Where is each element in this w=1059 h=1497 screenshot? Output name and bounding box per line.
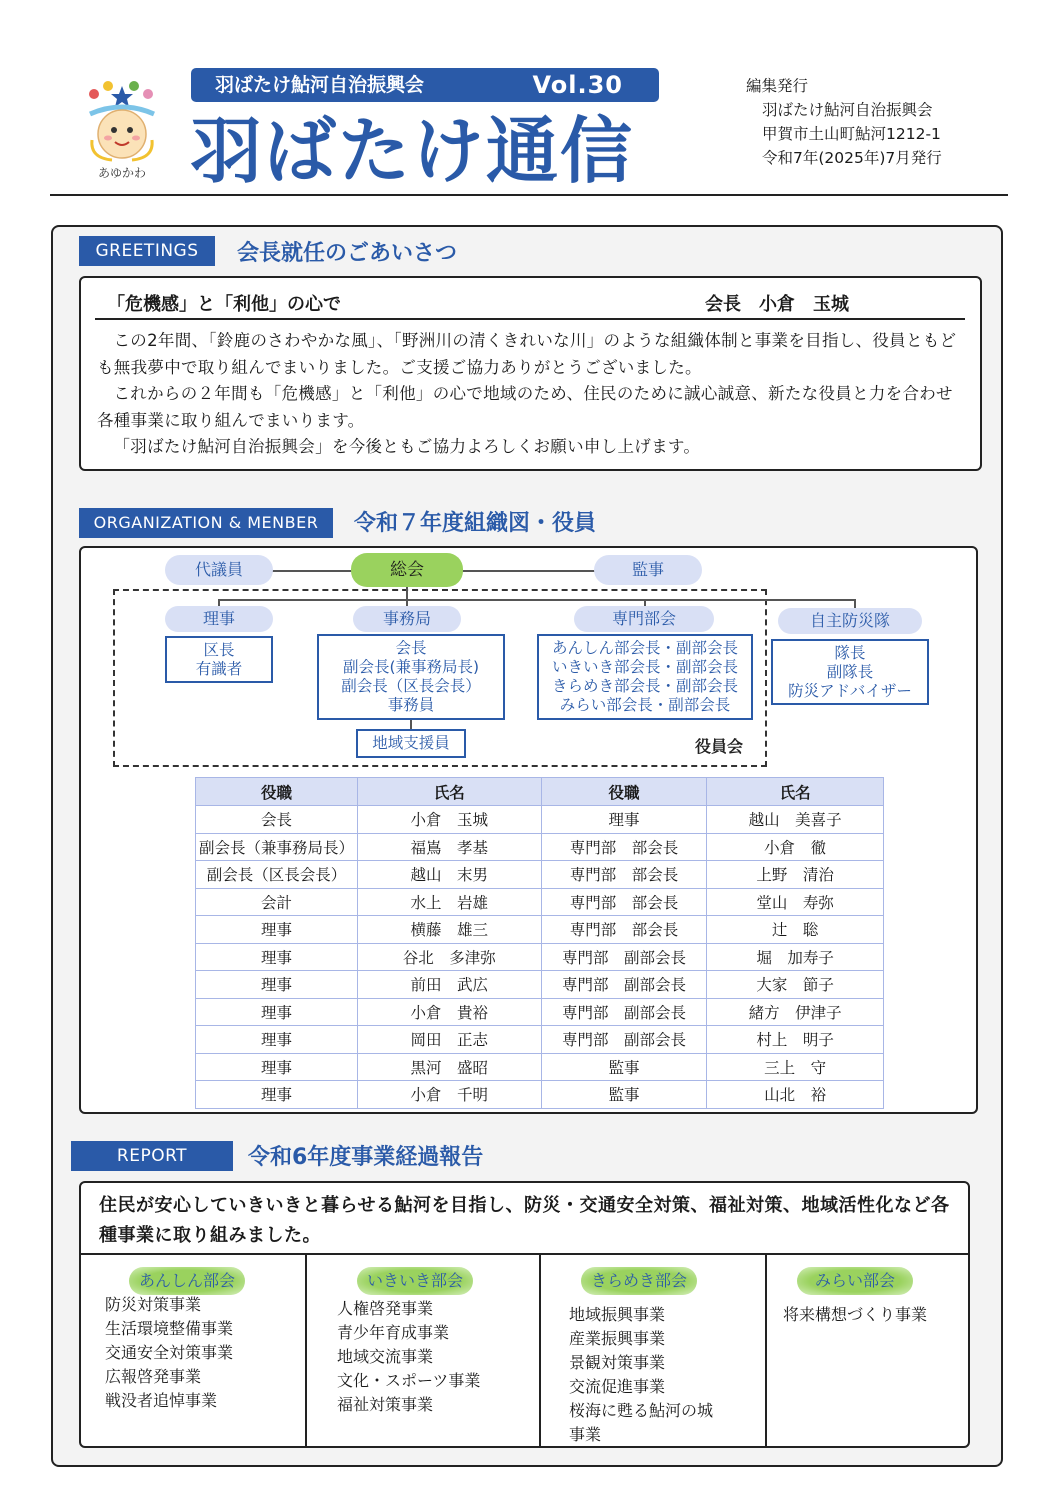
list-item: 人権啓発事業: [337, 1299, 434, 1318]
organization-title: 令和７年度組織図・役員: [354, 511, 597, 536]
name-cell: 山北 裕: [707, 1081, 884, 1109]
dept-column-mirai: [767, 1255, 970, 1448]
organization-box: [79, 546, 978, 1114]
name-cell: 上野 清治: [707, 861, 884, 889]
greetings-title: 会長就任のごあいさつ: [237, 241, 458, 266]
column-header: 氏名: [707, 778, 884, 806]
meeting-drop-line: [406, 587, 408, 599]
role-cell: 理事: [196, 1026, 358, 1054]
name-cell: 水上 岩雄: [357, 888, 541, 916]
disaster-members-box: [771, 639, 929, 705]
role-cell: 副会長（兼事務局長）: [196, 833, 358, 861]
role-cell: 理事: [196, 971, 358, 999]
secretariat-node: 事務局: [353, 606, 461, 632]
name-cell: 岡田 正志: [357, 1026, 541, 1054]
dept-committee-node: 専門部会: [574, 606, 714, 632]
name-cell: 小倉 玉城: [357, 806, 541, 834]
list-item: 戦没者追悼事業: [105, 1391, 218, 1410]
dept-items: [337, 1297, 480, 1417]
list-item: 福祉対策事業: [337, 1395, 434, 1414]
auditor-node: 監事: [594, 555, 702, 585]
name-cell: 小倉 千明: [357, 1081, 541, 1109]
dept-members-box: [537, 634, 753, 720]
greetings-body: [97, 328, 969, 461]
greetings-box: [79, 276, 982, 471]
directors-node: 理事: [165, 606, 273, 632]
member-role: 区長: [203, 641, 235, 659]
name-cell: 黒河 盛昭: [357, 1053, 541, 1081]
table-row: [196, 1026, 884, 1054]
secretariat-members-box: [317, 634, 505, 720]
organization-tag: ORGANIZATION & MENBER: [79, 508, 333, 538]
name-cell: 小倉 徹: [707, 833, 884, 861]
name-cell: 大家 節子: [707, 971, 884, 999]
role-cell: 専門部 副部会長: [541, 998, 707, 1026]
greetings-paragraph: この2年間、「鈴鹿のさわやかな風」、「野洲川の清くきれいな川」のような組織体制と事業を目指し、役員ともども無我夢中で取り組んでまいりました。ご支援ご協力ありがとうございました。: [97, 331, 957, 377]
table-row: [196, 1053, 884, 1081]
member-role: 隊長: [834, 644, 866, 662]
role-cell: 理事: [196, 1081, 358, 1109]
role-cell: 理事: [541, 806, 707, 834]
column-header: 役職: [196, 778, 358, 806]
dept-items: [783, 1303, 927, 1327]
report-box: [79, 1181, 970, 1448]
role-cell: 副会長（区長会長）: [196, 861, 358, 889]
greetings-headline: 「危機感」と「利他」の心で: [107, 294, 341, 315]
name-cell: 緒方 伊津子: [707, 998, 884, 1026]
list-item: 青少年育成事業: [337, 1323, 450, 1342]
name-cell: 堂山 寿弥: [707, 888, 884, 916]
list-item: 桜海に甦る鮎河の城: [569, 1401, 714, 1420]
delegates-node: 代議員: [165, 555, 273, 585]
member-role: 副隊長: [826, 663, 874, 681]
member-role: あんしん部会長・副部会長: [551, 639, 738, 657]
list-item: 産業振興事業: [569, 1329, 666, 1348]
table-row: [196, 916, 884, 944]
list-item: 交通安全対策事業: [105, 1343, 234, 1362]
member-role: 事務員: [387, 696, 435, 714]
table-header-row: [196, 778, 884, 806]
dept-name: あんしん部会: [129, 1267, 245, 1295]
name-cell: 越山 末男: [357, 861, 541, 889]
member-role: 会長: [395, 639, 427, 657]
role-cell: 理事: [196, 998, 358, 1026]
publisher-label: 編集発行: [746, 77, 809, 95]
table-row: [196, 861, 884, 889]
publisher-org: 羽ばたけ鮎河自治振興会: [762, 101, 933, 119]
org-name: 羽ばたけ鮎河自治振興会: [215, 74, 425, 96]
table-row: [196, 806, 884, 834]
directors-members-box: [165, 636, 273, 683]
publisher-info: [746, 74, 1046, 170]
newsletter-title: 羽ばたけ通信: [190, 109, 635, 193]
member-role: 副会長（区長会長）: [341, 677, 481, 695]
role-cell: 理事: [196, 916, 358, 944]
role-cell: 専門部 部会長: [541, 916, 707, 944]
list-item: 地域振興事業: [569, 1305, 666, 1324]
role-cell: 理事: [196, 943, 358, 971]
greetings-tag: GREETINGS: [79, 236, 215, 266]
member-role: みらい部会長・副部会長: [559, 696, 731, 714]
list-item: 防災対策事業: [105, 1295, 202, 1314]
role-cell: 専門部 副部会長: [541, 971, 707, 999]
table-row: [196, 1081, 884, 1109]
org-name-banner: [191, 68, 659, 102]
mascot-label: あゆかわ: [97, 166, 146, 180]
member-role: 副会長(兼事務局長): [342, 658, 480, 676]
table-row: [196, 833, 884, 861]
list-item: 交流促進事業: [569, 1377, 666, 1396]
dept-items: [569, 1303, 713, 1447]
role-cell: 監事: [541, 1081, 707, 1109]
role-cell: 専門部 副部会長: [541, 1026, 707, 1054]
list-item: 広報啓発事業: [105, 1367, 202, 1386]
header-divider: [50, 194, 1008, 196]
report-lead: 住民が安心していきいきと暮らせる鮎河を目指し、防災・交通安全対策、福祉対策、地域活性化など各種事業に取り組みました。: [99, 1195, 950, 1246]
report-tag: REPORT: [71, 1141, 233, 1171]
dept-column-anshin: [81, 1255, 307, 1448]
officers-table: [195, 777, 884, 1109]
list-item: 景観対策事業: [569, 1353, 666, 1372]
dept-name: きらめき部会: [581, 1267, 697, 1295]
list-item: 事業: [569, 1425, 602, 1444]
name-cell: 谷北 多津弥: [357, 943, 541, 971]
name-cell: 福嶌 孝基: [357, 833, 541, 861]
volume-label: Vol.30: [532, 71, 623, 99]
name-cell: 三上 守: [707, 1053, 884, 1081]
list-item: 地域交流事業: [337, 1347, 434, 1366]
dept-column-kirameki: [541, 1255, 767, 1448]
mascot-logo: [82, 80, 162, 184]
greetings-paragraph: これからの２年間も「危機感」と「利他」の心で地域のため、住民のために誠心誠意、新たな役員と力を合わせ各種事業に取り組んでまいります。: [97, 384, 953, 430]
table-row: [196, 943, 884, 971]
dept-name: みらい部会: [797, 1267, 913, 1295]
role-cell: 専門部 部会長: [541, 833, 707, 861]
member-role: きらめき部会長・副部会長: [551, 677, 738, 695]
name-cell: 横藤 雄三: [357, 916, 541, 944]
branch-line: [218, 599, 854, 601]
board-label: 役員会: [695, 737, 744, 756]
member-role: 有識者: [195, 660, 243, 678]
table-row: [196, 998, 884, 1026]
publisher-address: 甲賀市土山町鮎河1212-1: [762, 125, 941, 143]
name-cell: 前田 武広: [357, 971, 541, 999]
general-meeting-node: 総会: [351, 553, 463, 587]
table-row: [196, 971, 884, 999]
column-header: 役職: [541, 778, 707, 806]
member-role: いきいき部会長・副部会長: [551, 658, 738, 676]
role-cell: 専門部 部会長: [541, 861, 707, 889]
role-cell: 専門部 部会長: [541, 888, 707, 916]
name-cell: 小倉 貴裕: [357, 998, 541, 1026]
dept-name: いきいき部会: [357, 1267, 473, 1295]
publish-date: 令和7年(2025年)7月発行: [762, 149, 942, 167]
list-item: 文化・スポーツ事業: [337, 1371, 481, 1390]
name-cell: 辻 聡: [707, 916, 884, 944]
column-header: 氏名: [357, 778, 541, 806]
table-row: [196, 888, 884, 916]
name-cell: 越山 美喜子: [707, 806, 884, 834]
name-cell: 堀 加寿子: [707, 943, 884, 971]
support-staff-box: 地域支援員: [356, 729, 466, 758]
role-cell: 会長: [196, 806, 358, 834]
role-cell: 監事: [541, 1053, 707, 1081]
role-cell: 理事: [196, 1053, 358, 1081]
report-title: 令和6年度事業経過報告: [248, 1145, 484, 1170]
greetings-header: [95, 288, 965, 320]
greetings-author: 会長 小倉 玉城: [705, 294, 849, 315]
role-cell: 専門部 副部会長: [541, 943, 707, 971]
list-item: 将来構想づくり事業: [783, 1305, 928, 1324]
list-item: 生活環境整備事業: [105, 1319, 234, 1338]
role-cell: 会計: [196, 888, 358, 916]
greetings-paragraph: 「羽ばたけ鮎河自治振興会」を今後ともご協力よろしくお願い申し上げます。: [113, 437, 701, 456]
dept-items: [105, 1293, 233, 1413]
dept-column-ikiiki: [307, 1255, 541, 1448]
name-cell: 村上 明子: [707, 1026, 884, 1054]
disaster-team-node: 自主防災隊: [778, 608, 922, 634]
member-role: 防災アドバイザー: [788, 682, 912, 700]
